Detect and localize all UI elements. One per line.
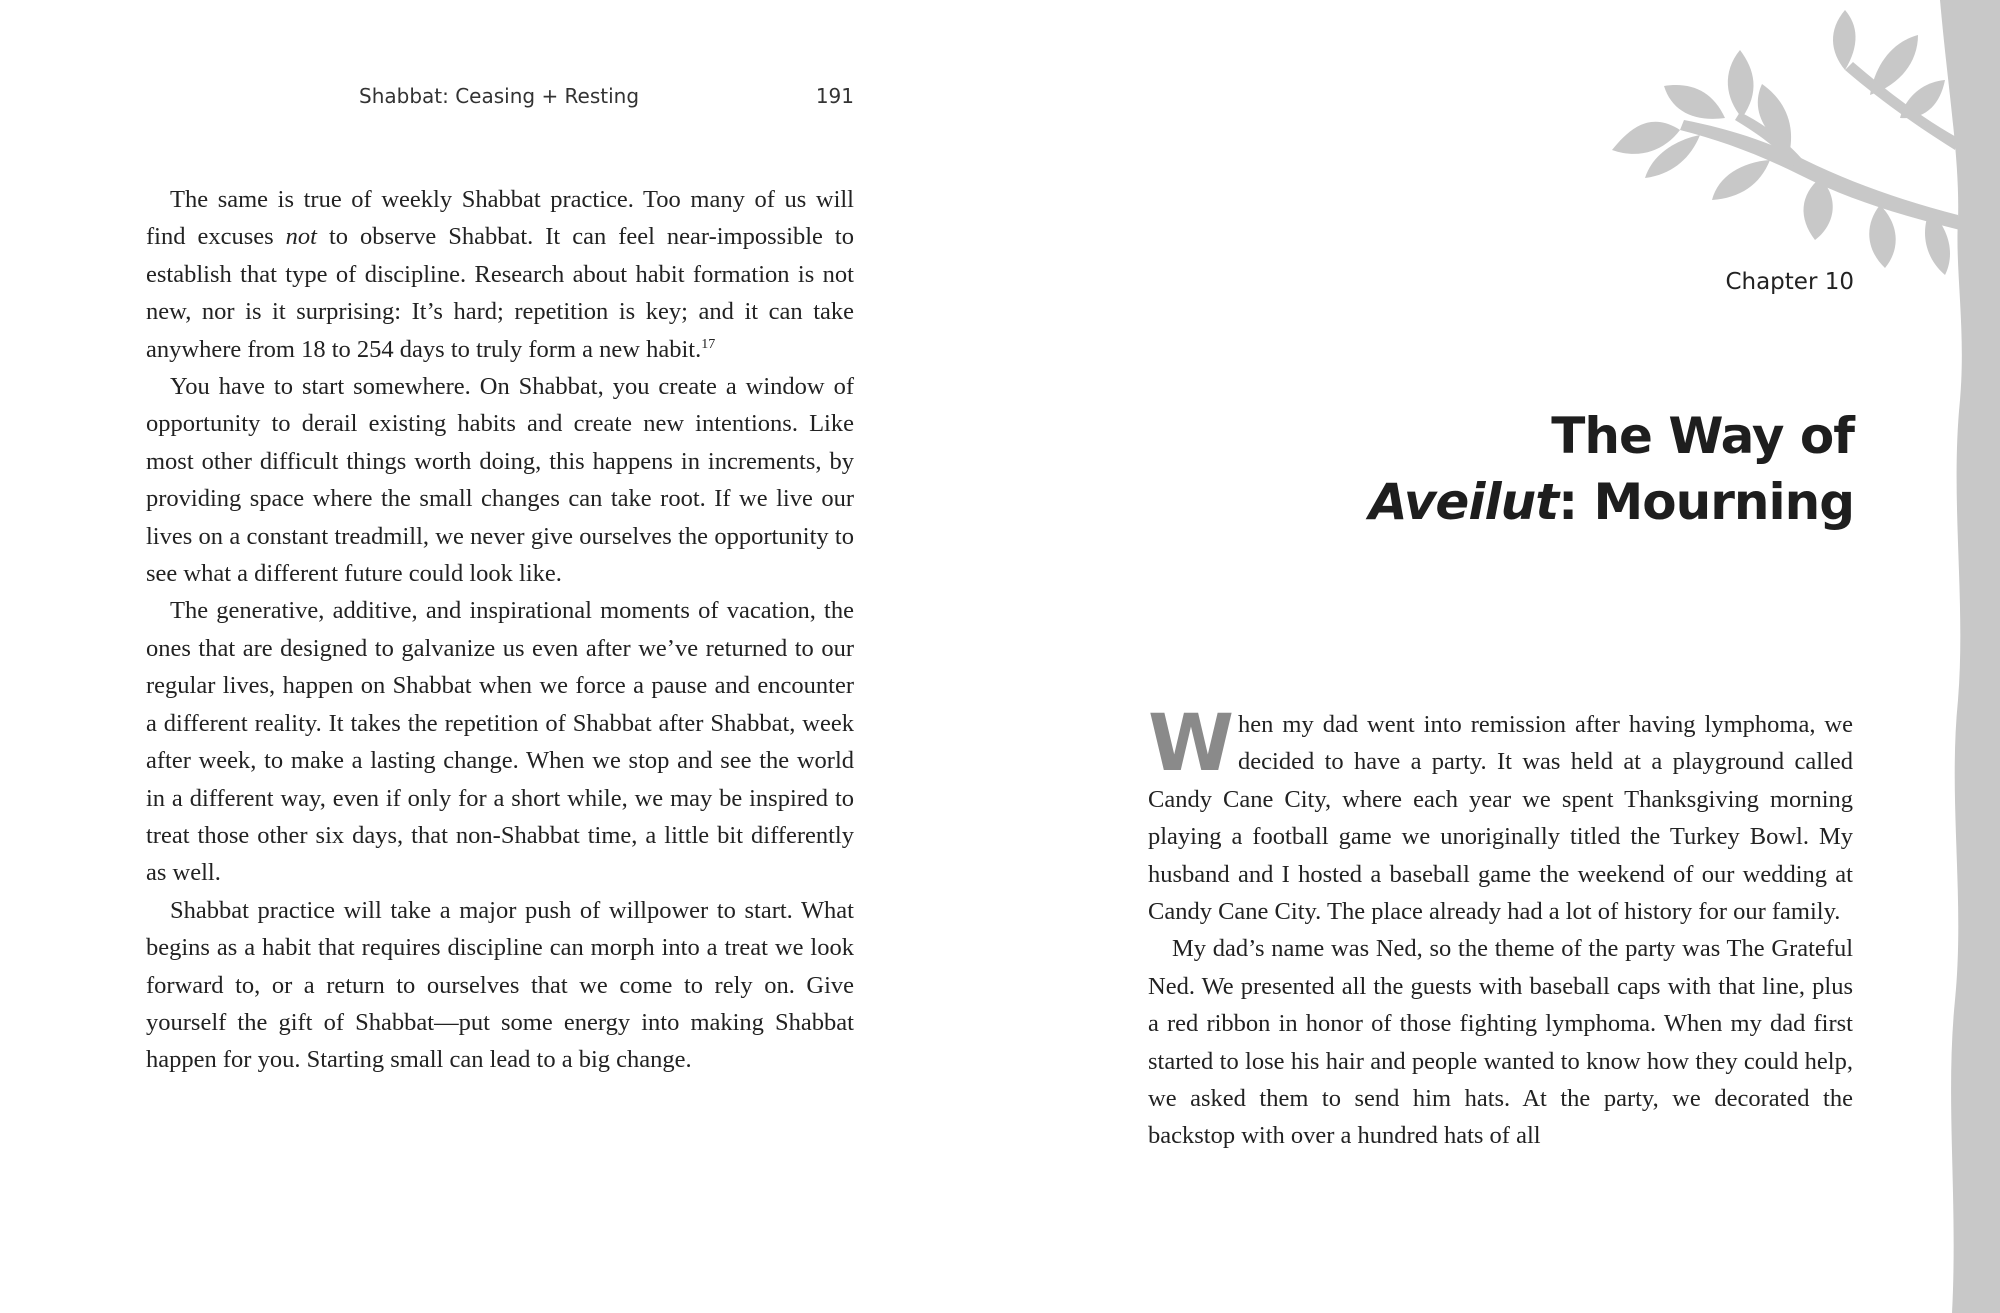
paragraph-3: The generative, additive, and inspirational moments of vacation, the ones that are designed to galvanize us even after we’ve returned to our regular lives, happen on Shabbat when we force a pause and encounter a different reality. It takes the repetition of Shabbat after Shabbat, week after week, to make a lasting change. When we stop and see the world in a different way, even if only for a short while, we may be inspired to treat those other six days, that non-Shabbat time, a little bit differently as well. (146, 597, 854, 887)
chapter-title (1369, 403, 1854, 535)
right-paragraph-1 (1148, 699, 1853, 930)
right-paragraph-2: My dad’s name was Ned, so the theme of the party was The Grateful Ned. We presented all the guests with baseball caps with that line, plus a red ribbon in honor of those fighting lymphoma. When my dad first started to lose his hair and people wanted to know how they could help, we asked them to send him hats. At the party, we decorated the backstop with over a hundred hats of all (1148, 935, 1853, 1150)
right-page (1000, 0, 2000, 1313)
chapter-title-line-2 (1369, 469, 1854, 535)
running-title: Shabbat: Ceasing + Resting (359, 84, 640, 108)
chapter-title-rest: : Mourning (1558, 473, 1854, 531)
chapter-title-italic: Aveilut (1368, 473, 1559, 531)
footnote-marker[interactable]: 17 (701, 336, 716, 352)
right-body-text (1148, 699, 1853, 1155)
page-number: 191 (815, 84, 854, 108)
chapter-title-line-1: The Way of (1551, 407, 1854, 465)
paragraph-2: You have to start somewhere. On Shabbat, you create a window of opportunity to derail existing habits and create new intentions. Like most other difficult things worth doing, this happens in increments, by providing space where the small changes can take root. If we live our lives on a constant treadmill, we never give ourselves the opportunity to see what a different future could look like. (146, 373, 854, 588)
paragraph-1-before: The same is true of weekly Shabbat practice. Too many of us will find excuses (146, 186, 854, 251)
paragraph-4: Shabbat practice will take a major push of willpower to start. What begins as a habit that requires discipline can morph into a treat we look forward to, or a return to ourselves that we come to rely on. Give yourself the gift of Shabbat—put some energy into making Shabbat happen for you. Starting small can lead to a big change. (146, 896, 854, 1074)
left-body-text (146, 181, 854, 1079)
chapter-label: Chapter 10 (1725, 269, 1854, 295)
running-head (146, 84, 854, 114)
drop-cap: W (1148, 699, 1235, 789)
paragraph-1 (146, 181, 854, 368)
italic-not: not (285, 223, 317, 251)
right-paragraph-1-text: hen my dad went into remission after having lymphoma, we decided to have a party. It was held at a playground called Candy Cane City, where each year we spent Thanksgiving morning playing a football game we unoriginally titled the Turkey Bowl. My husband and I hosted a baseball game the weekend of our wedding at Candy Cane City. The place already had a lot of history for our family. (1148, 711, 1853, 926)
paragraph-1-after: to observe Shabbat. It can feel near-impossible to establish that type of discipline. Research about habit formation is not new, nor is it surprising: It’s hard; repetition is key; and it can take anywhere from 18 to 254 days to truly form a new habit. (146, 223, 854, 363)
